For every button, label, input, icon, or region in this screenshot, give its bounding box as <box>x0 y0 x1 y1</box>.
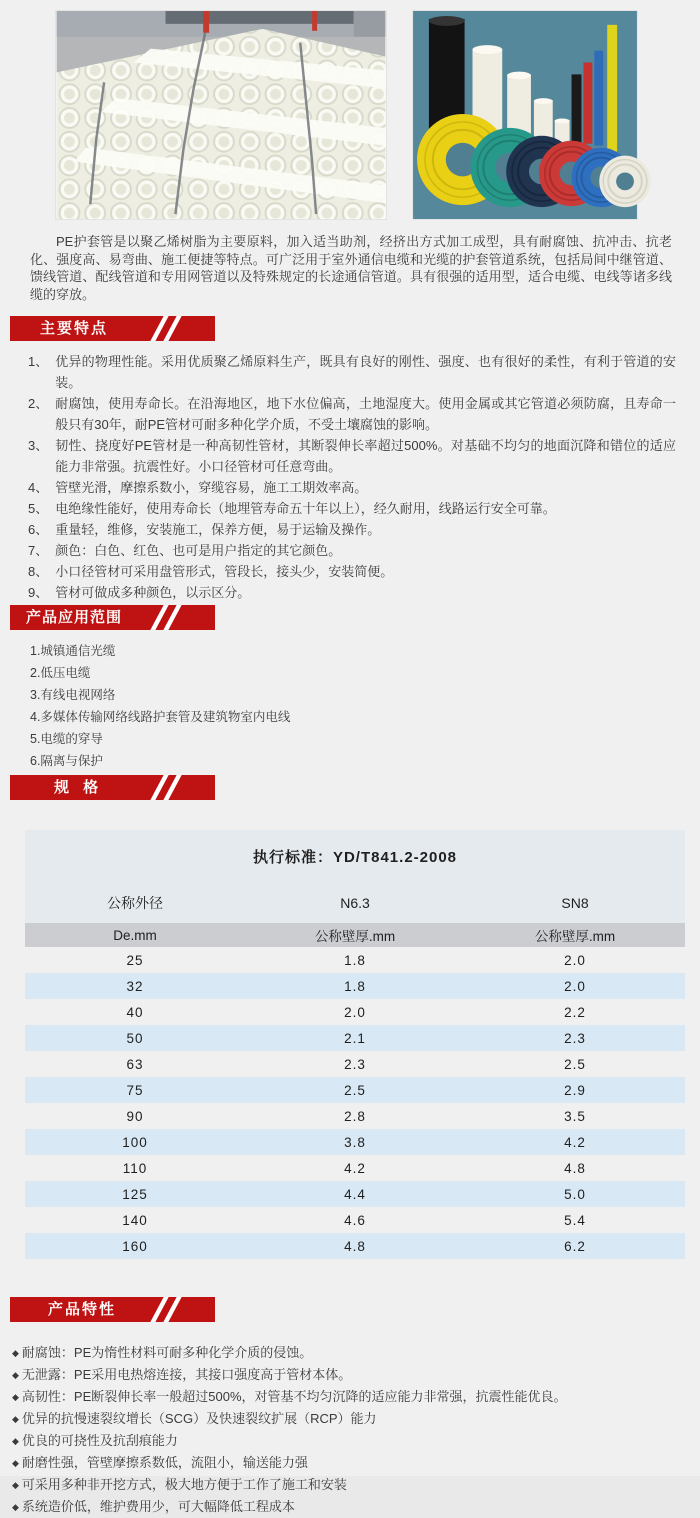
spec-table-row <box>25 1155 685 1181</box>
diamond-bullet-icon: ◆ <box>12 1370 19 1380</box>
diamond-bullet-icon: ◆ <box>12 1480 19 1490</box>
characteristic-text: 可采用多种非开挖方式，极大地方便于工作了施工和安装 <box>21 1477 347 1492</box>
feature-list-item <box>28 435 676 477</box>
section-title-characteristics: 产品特性 <box>48 1301 117 1318</box>
feature-list-item <box>28 519 676 540</box>
spec-table-row <box>25 1233 685 1259</box>
section-header-characteristics <box>10 1297 215 1322</box>
feature-list-item <box>28 561 676 582</box>
spec-table-row <box>25 947 685 973</box>
spec-table-row <box>25 1051 685 1077</box>
feature-text: 小口径管材可采用盘管形式，管段长，接头少，安装简便。 <box>55 564 394 579</box>
section-header-applications <box>10 605 215 630</box>
feature-text: 重量轻，维修，安装施工，保养方便，易于运输及操作。 <box>55 522 381 537</box>
cell-wall-thickness-n63: 4.6 <box>344 1212 366 1228</box>
feature-list-item <box>28 351 676 393</box>
feature-number: 2、 <box>28 396 49 411</box>
white-pe-pipes-stack-illustration <box>56 11 386 219</box>
subheader-de-mm: De.mm <box>25 923 245 947</box>
diamond-bullet-icon: ◆ <box>12 1436 19 1446</box>
feature-number: 5、 <box>28 501 49 516</box>
double-slash-icon <box>157 605 175 630</box>
feature-list <box>28 351 676 603</box>
double-slash-icon <box>157 1297 175 1322</box>
feature-text: 耐腐蚀，使用寿命长。在沿海地区，地下水位偏高，土地湿度大。使用金属或其它管道必须防腐，且寿命一般只有30年，耐PE管材可耐多种化学介质，不受土壤腐蚀的影响。 <box>55 396 676 432</box>
feature-list-item <box>28 498 676 519</box>
diamond-bullet-icon: ◆ <box>12 1414 19 1424</box>
spec-table-row <box>25 999 685 1025</box>
application-list-item: 1.城镇通信光缆 <box>30 644 116 658</box>
characteristic-text: 耐磨性强，管壁摩擦系数低，流阻小，输送能力强 <box>21 1455 308 1470</box>
cell-wall-thickness-n63: 1.8 <box>344 952 366 968</box>
characteristic-list-item <box>12 1452 700 1474</box>
cell-wall-thickness-n63: 2.0 <box>344 1004 366 1020</box>
application-list-item: 3.有线电视网络 <box>30 688 116 702</box>
cell-outer-diameter: 50 <box>126 1030 144 1046</box>
spec-table-column-header-row <box>25 871 685 923</box>
cell-wall-thickness-sn8: 2.0 <box>564 978 586 994</box>
column-header-outer-diameter: 公称外径 <box>25 871 245 923</box>
diamond-bullet-icon: ◆ <box>12 1392 19 1402</box>
subheader-wall-thickness-n63: 公称壁厚.mm <box>245 923 465 947</box>
characteristic-list-item <box>12 1474 700 1496</box>
application-list-item: 5.电缆的穿导 <box>30 732 103 746</box>
section-title-specs: 规 格 <box>54 779 104 796</box>
spec-table-standard-title: 执行标准：YD/T841.2-2008 <box>25 830 685 871</box>
feature-text: 优异的物理性能。采用优质聚乙烯原料生产，既具有良好的刚性、强度、也有很好的柔性，有利于管道的安装。 <box>55 354 676 390</box>
feature-number: 9、 <box>28 585 49 600</box>
characteristic-list <box>12 1342 700 1518</box>
intro-paragraph: PE护套管是以聚乙烯树脂为主要原料，加入适当助剂，经挤出方式加工成型，具有耐腐蚀、抗冲击、抗老化、强度高、易弯曲、施工便捷等特点。可广泛用于室外通信电缆和光缆的护套管道系统，包括局间中继管道、馈线管道、配线管道和专用网管道以及特殊规定的长途通信管道。具有很强的适用型，适合电缆、电线等诸多线缆的穿放。 <box>30 234 672 302</box>
spec-table <box>25 830 685 1259</box>
cell-wall-thickness-sn8: 4.8 <box>564 1160 586 1176</box>
cell-outer-diameter: 125 <box>122 1186 148 1202</box>
spec-table-subheader-row <box>25 923 685 947</box>
feature-list-item <box>28 540 676 561</box>
colored-pipe-coils-illustration <box>413 11 637 219</box>
feature-list-item <box>28 477 676 498</box>
white-pe-pipes-stack-photo <box>55 10 387 220</box>
cell-wall-thickness-n63: 4.2 <box>344 1160 366 1176</box>
spec-table-row <box>25 1129 685 1155</box>
cell-outer-diameter: 110 <box>122 1160 148 1176</box>
diamond-bullet-icon: ◆ <box>12 1458 19 1468</box>
cell-wall-thickness-sn8: 2.3 <box>564 1030 586 1046</box>
cell-outer-diameter: 40 <box>126 1004 144 1020</box>
cell-outer-diameter: 90 <box>126 1108 144 1124</box>
characteristic-text: 系统造价低，维护费用少，可大幅降低工程成本 <box>21 1499 295 1514</box>
spec-table-row <box>25 1181 685 1207</box>
cell-wall-thickness-n63: 3.8 <box>344 1134 366 1150</box>
cell-wall-thickness-sn8: 3.5 <box>564 1108 586 1124</box>
section-header-specs <box>10 775 215 800</box>
spec-table-body <box>25 947 685 1259</box>
characteristic-list-item <box>12 1408 700 1430</box>
feature-list-item <box>28 393 676 435</box>
cell-wall-thickness-sn8: 4.2 <box>564 1134 586 1150</box>
application-list-item: 2.低压电缆 <box>30 666 91 680</box>
application-list-item: 6.隔离与保护 <box>30 754 103 768</box>
column-header-n63: N6.3 <box>245 871 465 923</box>
cell-wall-thickness-n63: 2.5 <box>344 1082 366 1098</box>
cell-outer-diameter: 140 <box>122 1212 148 1228</box>
feature-number: 8、 <box>28 564 49 579</box>
diamond-bullet-icon: ◆ <box>12 1348 19 1358</box>
spec-table-standard-row <box>25 830 685 871</box>
double-slash-icon <box>157 775 175 800</box>
colored-pipe-coils-photo <box>412 10 638 220</box>
cell-wall-thickness-n63: 2.8 <box>344 1108 366 1124</box>
feature-text: 颜色：白色、红色、也可是用户指定的其它颜色。 <box>55 543 342 558</box>
cell-outer-diameter: 25 <box>126 952 144 968</box>
feature-text: 韧性、挠度好PE管材是一种高韧性管材，其断裂伸长率超过500%。对基础不均匀的地面沉降和错位的适应能力非常强。抗震性好。小口径管材可任意弯曲。 <box>55 438 676 474</box>
double-slash-icon <box>157 316 175 341</box>
feature-number: 4、 <box>28 480 49 495</box>
spec-table-row <box>25 973 685 999</box>
characteristic-list-item <box>12 1364 700 1386</box>
characteristic-text: 高韧性：PE断裂伸长率一般超过500%，对管基不均匀沉降的适应能力非常强，抗震性能优良。 <box>21 1389 567 1404</box>
feature-number: 7、 <box>28 543 49 558</box>
characteristic-list-item <box>12 1496 700 1518</box>
cell-wall-thickness-n63: 4.4 <box>344 1186 366 1202</box>
cell-wall-thickness-sn8: 5.4 <box>564 1212 586 1228</box>
cell-outer-diameter: 160 <box>122 1238 148 1254</box>
cell-wall-thickness-n63: 4.8 <box>344 1238 366 1254</box>
cell-wall-thickness-sn8: 5.0 <box>564 1186 586 1202</box>
characteristic-text: 优良的可挠性及抗刮痕能力 <box>21 1433 178 1448</box>
spec-table-row <box>25 1077 685 1103</box>
feature-number: 6、 <box>28 522 49 537</box>
feature-text: 电绝缘性能好，使用寿命长（地埋管寿命五十年以上），经久耐用，线路运行安全可靠。 <box>55 501 556 516</box>
cell-wall-thickness-n63: 1.8 <box>344 978 366 994</box>
section-header-features <box>10 316 215 341</box>
feature-number: 3、 <box>28 438 49 453</box>
column-header-sn8: SN8 <box>465 871 685 923</box>
characteristic-list-item <box>12 1430 700 1452</box>
cell-outer-diameter: 63 <box>126 1056 144 1072</box>
cell-outer-diameter: 32 <box>126 978 144 994</box>
cell-wall-thickness-n63: 2.3 <box>344 1056 366 1072</box>
section-title-applications: 产品应用范围 <box>26 609 123 626</box>
spec-table-row <box>25 1207 685 1233</box>
characteristic-text: 耐腐蚀：PE为惰性材料可耐多种化学介质的侵蚀。 <box>21 1345 313 1360</box>
characteristic-text: 无泄露：PE采用电热熔连接，其接口强度高于管材本体。 <box>21 1367 352 1382</box>
application-list <box>30 640 700 772</box>
cell-wall-thickness-sn8: 2.0 <box>564 952 586 968</box>
spec-table-head <box>25 830 685 947</box>
subheader-wall-thickness-sn8: 公称壁厚.mm <box>465 923 685 947</box>
application-list-item: 4.多媒体传输网络线路护套管及建筑物室内电线 <box>30 710 291 724</box>
cell-wall-thickness-sn8: 2.2 <box>564 1004 586 1020</box>
cell-wall-thickness-sn8: 6.2 <box>564 1238 586 1254</box>
cell-wall-thickness-n63: 2.1 <box>344 1030 366 1046</box>
feature-number: 1、 <box>28 354 49 369</box>
characteristic-list-item <box>12 1386 700 1408</box>
cell-outer-diameter: 75 <box>126 1082 144 1098</box>
product-photos-row <box>0 0 700 220</box>
diamond-bullet-icon: ◆ <box>12 1502 19 1512</box>
cell-wall-thickness-sn8: 2.9 <box>564 1082 586 1098</box>
feature-text: 管材可做成多种颜色，以示区分。 <box>55 585 251 600</box>
cell-outer-diameter: 100 <box>122 1134 148 1150</box>
section-title-features: 主要特点 <box>40 320 109 337</box>
characteristic-list-item <box>12 1342 700 1364</box>
characteristic-text: 优异的抗慢速裂纹增长（SCG）及快速裂纹扩展（RCP）能力 <box>21 1411 377 1426</box>
spec-table-row <box>25 1103 685 1129</box>
feature-text: 管壁光滑，摩擦系数小，穿缆容易，施工工期效率高。 <box>55 480 368 495</box>
feature-list-item <box>28 582 676 603</box>
cell-wall-thickness-sn8: 2.5 <box>564 1056 586 1072</box>
spec-table-row <box>25 1025 685 1051</box>
